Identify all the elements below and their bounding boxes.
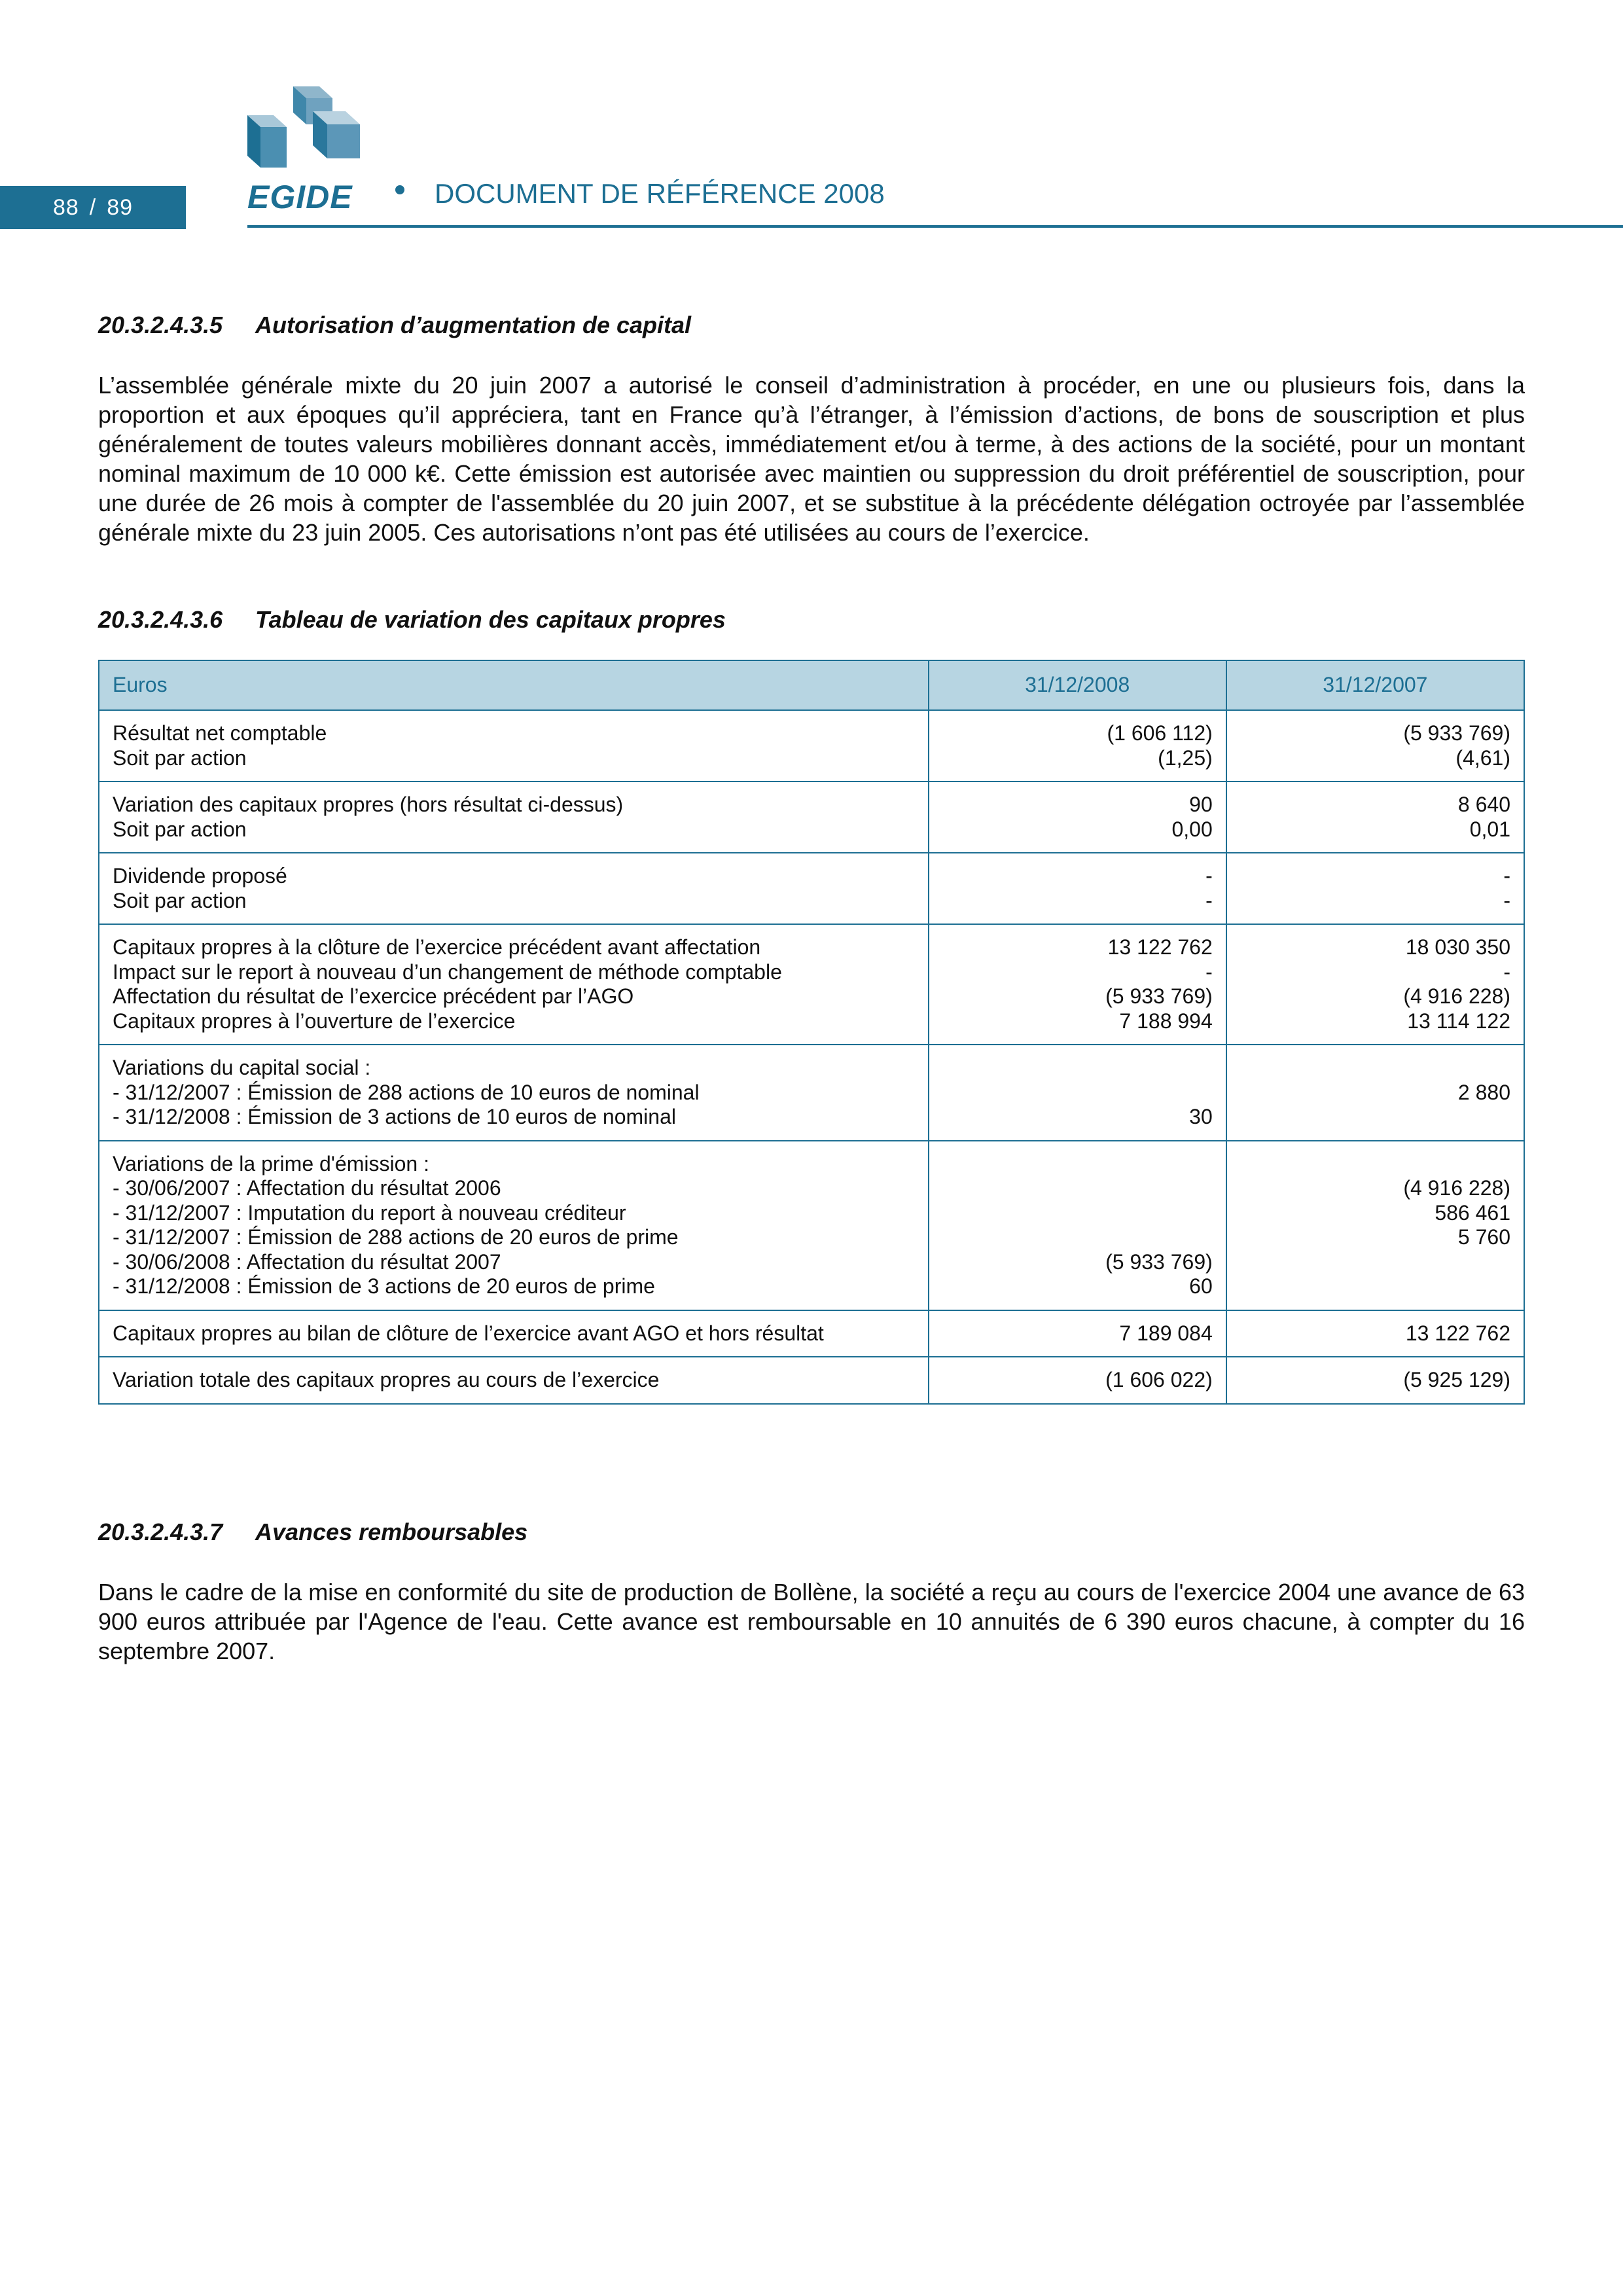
cell-label: - 30/06/2007 : Affectation du résultat 2006 (113, 1176, 501, 1200)
section-number: 20.3.2.4.3.5 (98, 312, 223, 338)
cell-value: - (1205, 960, 1213, 984)
table-row (99, 924, 1524, 1045)
value-2008-cell (929, 924, 1226, 1045)
value-2008-cell (929, 1141, 1226, 1310)
page-current: 88 (52, 194, 79, 220)
cell-value: 0,01 (1469, 817, 1510, 841)
capital-increase-paragraph: L’assemblée générale mixte du 20 juin 2007 a autorisé le conseil d’administration à procéder, en une ou plusieurs fois, dans la proportion et aux époques qu’il appréciera, tant en France qu’à l’étranger, à l’émission d’actions, de bons de souscription et plus généralement de toutes valeurs mobilières donnant accès, immédiatement et/ou à terme, à des actions de la société, pour un montant nominal maximum de 10 000 k€. Cette émission est autorisée avec maintien ou suppression du droit préférentiel de souscription, pour une durée de 26 mois à compter de l'assemblée du 20 juin 2007, et se substitue à la précédente délégation octroyée par l’assemblée générale mixte du 23 juin 2005. Ces autorisations n’ont pas été utilisées au cours de l’exercice. (98, 372, 1525, 546)
header-2008: 31/12/2008 (929, 660, 1226, 710)
cell-value: 0,00 (1171, 817, 1213, 841)
cell-value: - (1205, 864, 1213, 888)
cell-label: Dividende proposé (113, 864, 287, 888)
cell-value: - (1503, 864, 1510, 888)
value-2007-cell (1226, 924, 1524, 1045)
cell-value: 5 760 (1457, 1225, 1510, 1249)
cell-label: Soit par action (113, 745, 247, 770)
egide-cubes-logo-icon (247, 86, 372, 170)
row-label-cell (99, 1141, 929, 1310)
cell-label: Variation des capitaux propres (hors résultat ci-dessus) (113, 793, 624, 816)
table-row (99, 1310, 1524, 1357)
value-2007-cell (1226, 710, 1524, 781)
cell-value: (5 933 769) (1105, 1249, 1213, 1274)
table-row (99, 1141, 1524, 1310)
cell-value (1240, 1056, 1510, 1081)
cell-label: Capitaux propres à la clôture de l’exercice précédent avant affectation (113, 935, 761, 959)
value-2008-cell (929, 1310, 1226, 1357)
value-2008-cell (929, 1045, 1226, 1141)
table-row (99, 710, 1524, 781)
cell-value: 90 (1189, 793, 1213, 816)
row-label-cell (99, 710, 929, 781)
table-row (99, 781, 1524, 853)
page-total: 89 (107, 194, 134, 220)
cell-value (942, 1081, 1213, 1105)
cell-value: (5 933 769) (1105, 984, 1213, 1008)
repayable-advances-paragraph: Dans le cadre de la mise en conformité du site de production de Bollène, la société a reçu au cours de l'exercice 2004 une avance de 63 900 euros attribuée par l'Agence de l'eau. Cette avance est remboursable en 10 annuités de 6 390 euros chacune, à compter du 16 septembre 2007. (98, 1579, 1525, 1664)
value-2008-cell (929, 853, 1226, 924)
equity-variation-table (98, 660, 1525, 1405)
cell-value: (4 916 228) (1403, 1176, 1510, 1200)
cell-label: Capitaux propres au bilan de clôture de l’exercice avant AGO et hors résultat (113, 1321, 824, 1345)
section-number: 20.3.2.4.3.7 (98, 1518, 223, 1545)
cell-label: - 31/12/2008 : Émission de 3 actions de 20 euros de prime (113, 1274, 655, 1298)
cell-value: 7 188 994 (1119, 1009, 1213, 1033)
cell-value (1240, 1152, 1510, 1177)
cell-value (942, 1176, 1213, 1201)
cell-value: 13 122 762 (1405, 1321, 1510, 1345)
cell-value: - (1503, 888, 1510, 912)
cell-value: 2 880 (1457, 1080, 1510, 1104)
value-2007-cell (1226, 853, 1524, 924)
cell-value: 30 (1189, 1105, 1213, 1128)
table-header-row (99, 660, 1524, 710)
row-label-cell (99, 1310, 929, 1357)
logo-wordmark: EGIDE (247, 179, 353, 215)
cell-label: Soit par action (113, 888, 247, 912)
header-2007: 31/12/2007 (1226, 660, 1524, 710)
section-title: Autorisation d’augmentation de capital (255, 312, 692, 338)
cell-value (942, 1152, 1213, 1177)
section-title: Avances remboursables (255, 1518, 528, 1545)
section-heading-repayable-advances (98, 1518, 527, 1546)
cell-value (942, 1225, 1213, 1250)
cell-label: Variations du capital social : (113, 1056, 371, 1079)
cell-value: 7 189 084 (1119, 1321, 1213, 1345)
header-divider (247, 225, 1623, 228)
page-number-tab (0, 186, 186, 229)
value-2007-cell (1226, 781, 1524, 853)
row-label-cell (99, 1045, 929, 1141)
value-2008-cell (929, 710, 1226, 781)
cell-value (1240, 1250, 1510, 1275)
document-title: DOCUMENT DE RÉFÉRENCE 2008 (435, 178, 885, 209)
header-euros: Euros (99, 660, 929, 710)
value-2007-cell (1226, 1310, 1524, 1357)
table-body (99, 710, 1524, 1404)
section-number: 20.3.2.4.3.6 (98, 606, 223, 633)
cell-label: Résultat net comptable (113, 721, 327, 745)
cell-value: 586 461 (1435, 1200, 1510, 1225)
cell-value: - (1205, 888, 1213, 912)
cell-value: 13 122 762 (1107, 935, 1213, 959)
cell-value: - (1503, 960, 1510, 984)
cell-label: Variation totale des capitaux propres au cours de l’exercice (113, 1368, 660, 1391)
cell-label: Capitaux propres à l’ouverture de l’exercice (113, 1009, 516, 1033)
cell-value: 18 030 350 (1405, 935, 1510, 959)
cell-value: (1 606 022) (1105, 1368, 1213, 1391)
cell-value (1240, 1274, 1510, 1299)
cell-value (942, 1056, 1213, 1081)
row-label-cell (99, 853, 929, 924)
value-2007-cell (1226, 1045, 1524, 1141)
header-bullet (395, 185, 404, 194)
section-heading-capital-increase (98, 312, 691, 339)
value-2007-cell (1226, 1141, 1524, 1310)
table-row (99, 1357, 1524, 1404)
cell-label: Variations de la prime d'émission : (113, 1151, 429, 1175)
cell-label: Affectation du résultat de l’exercice précédent par l’AGO (113, 984, 634, 1008)
row-label-cell (99, 1357, 929, 1404)
section-heading-equity-table (98, 606, 726, 634)
cell-value: 60 (1189, 1274, 1213, 1298)
section-title: Tableau de variation des capitaux propres (255, 606, 726, 633)
cell-label: - 31/12/2007 : Émission de 288 actions de 10 euros de nominal (113, 1080, 700, 1104)
value-2008-cell (929, 781, 1226, 853)
cell-label: Soit par action (113, 817, 247, 841)
page-separator: / (89, 194, 97, 220)
cell-label: Impact sur le report à nouveau d’un changement de méthode comptable (113, 960, 782, 984)
cell-value: (4 916 228) (1403, 984, 1510, 1008)
cell-value: 8 640 (1457, 793, 1510, 816)
row-label-cell (99, 781, 929, 853)
table-row (99, 1045, 1524, 1141)
cell-value (942, 1201, 1213, 1226)
cell-label: - 30/06/2008 : Affectation du résultat 2007 (113, 1249, 501, 1274)
row-label-cell (99, 924, 929, 1045)
cell-value: 13 114 122 (1407, 1009, 1510, 1033)
cell-label: - 31/12/2007 : Imputation du report à nouveau créditeur (113, 1200, 626, 1225)
value-2008-cell (929, 1357, 1226, 1404)
cell-value: (1 606 112) (1107, 721, 1213, 745)
cell-value: (5 925 129) (1403, 1368, 1510, 1391)
cell-value (1240, 1105, 1510, 1130)
value-2007-cell (1226, 1357, 1524, 1404)
cell-value: (5 933 769) (1403, 721, 1510, 745)
cell-value: (1,25) (1158, 745, 1213, 770)
cell-label: - 31/12/2007 : Émission de 288 actions de 20 euros de prime (113, 1225, 679, 1249)
table-row (99, 853, 1524, 924)
cell-value: (4,61) (1455, 745, 1510, 770)
cell-label: - 31/12/2008 : Émission de 3 actions de 10 euros de nominal (113, 1105, 676, 1128)
